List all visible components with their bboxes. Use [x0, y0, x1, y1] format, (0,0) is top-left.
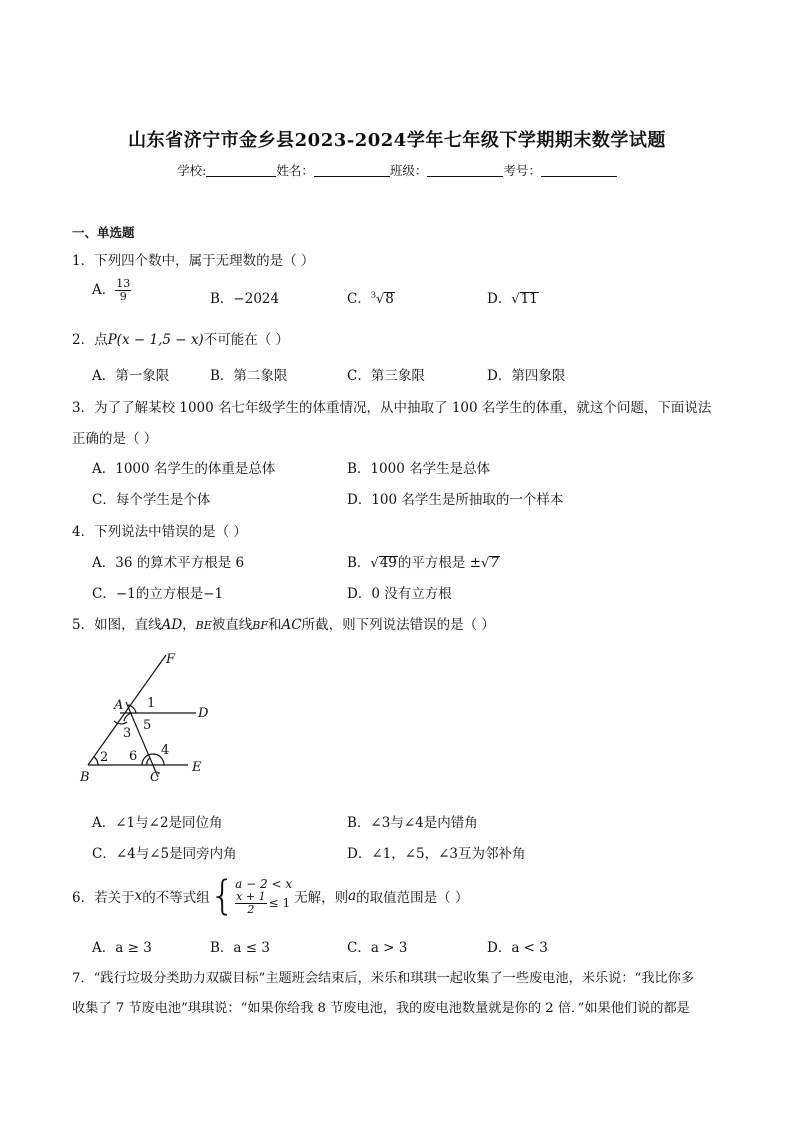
number-label: 考号： — [503, 163, 541, 178]
q5-geometry-figure — [70, 645, 230, 790]
q2-point-expr: P(x − 1,5 − x) — [107, 332, 204, 348]
name-blank[interactable] — [314, 163, 390, 177]
angle-3-arc — [114, 721, 127, 724]
q6-stem-post: 的取值范围是（ ） — [356, 890, 469, 906]
q5-stem-post: 所截，则下列说法错误的是（ ） — [301, 617, 495, 633]
q6-inequality-2 — [235, 891, 292, 916]
q2-stem-post: 不可能在（ ） — [203, 332, 289, 348]
q5-stem — [72, 613, 495, 633]
q3-option-a: A．1000 名学生的体重是总体 — [92, 461, 276, 477]
angle-2-arc — [94, 757, 98, 765]
section-heading: 一、单选题 — [72, 225, 135, 240]
q6-stem-pre: 6．若关于 — [72, 890, 135, 906]
q3-stem-line2: 正确的是（ ） — [72, 431, 158, 447]
q1-d-radicand: 11 — [520, 291, 538, 307]
q6-ineq2-den: 2 — [247, 902, 255, 916]
q1-c-label: C． — [347, 291, 371, 307]
angle-6-arc — [147, 758, 150, 765]
q2-option-b: B．第二象限 — [210, 368, 288, 384]
q3-stem-line1: 3．为了了解某校 1000 名七年级学生的体重情况，从中抽取了 100 名学生的体重，就这个问题，下面说法 — [72, 400, 712, 416]
q6-stem — [72, 868, 468, 924]
number-blank[interactable] — [541, 163, 617, 177]
q1-a-den: 9 — [119, 290, 127, 303]
q7-stem-line2: 收集了 7 节废电池”琪琪说：“如果你给我 8 节废电池，我的废电池数量就是你的 2 倍．”如果他们说的都是 — [72, 1001, 690, 1016]
q5-option-b: B．∠3与∠4是内错角 — [347, 815, 478, 831]
q1-d-label: D． — [487, 291, 512, 307]
q1-a-num: 13 — [116, 277, 131, 290]
q6-stem-mid2: 无解，则 — [294, 890, 349, 906]
name-label: 姓名： — [276, 163, 314, 178]
q6-ineq2-num: x + 1 — [236, 889, 266, 903]
q3-option-c: C．每个学生是个体 — [92, 492, 211, 508]
q5-mid2: 和 — [268, 617, 282, 633]
label-e: E — [192, 760, 202, 775]
q6-option-d: D．a < 3 — [487, 940, 548, 956]
q6-ineq2-rest: ≤ 1 — [268, 896, 291, 910]
q1-option-c: C．$^3$√8 — [347, 290, 394, 307]
q6-var-x: x — [134, 888, 143, 904]
angle-label-6: 6 — [129, 749, 138, 764]
q4-b-mid: 的平方根是 ± — [397, 555, 482, 571]
q6-inequality-1: a − 2 < x — [235, 876, 293, 891]
q5-option-a: A．∠1与∠2是同位角 — [92, 815, 223, 831]
label-f: F — [166, 652, 176, 667]
q1-option-a — [92, 278, 131, 303]
q1-option-b: B．−2024 — [210, 291, 280, 307]
school-label: 学校: — [177, 163, 207, 178]
label-d: D — [198, 706, 209, 721]
q5-option-c: C．∠4与∠5是同旁内角 — [92, 846, 237, 862]
q5-stem-pre: 5．如图，直线 — [72, 617, 162, 633]
q5-line-ac: AC — [281, 617, 302, 633]
q3-option-d: D．100 名学生是所抽取的一个样本 — [347, 492, 564, 508]
label-c: C — [150, 770, 160, 785]
q6-brace: { — [209, 873, 236, 919]
angle-label-5: 5 — [143, 718, 152, 733]
q4-option-d: D．0 没有立方根 — [347, 586, 452, 602]
q5-line-bf: BF — [252, 619, 269, 632]
page-title: 山东省济宁市金乡县2023-2024学年七年级下学期期末数学试题 — [128, 130, 666, 151]
q5-mid1: 被直线 — [211, 617, 253, 633]
q4-b-radicand2: 7 — [490, 555, 499, 571]
class-label: 班级： — [389, 163, 428, 178]
q4-option-c: C．−1的立方根是−1 — [92, 586, 224, 602]
angle-label-2: 2 — [100, 750, 109, 765]
q5-option-d: D．∠1，∠5，∠3互为邻补角 — [347, 846, 526, 862]
q5-line-ad: AD — [161, 617, 183, 633]
q4-option-a: A．36 的算术平方根是 6 — [92, 555, 245, 571]
q3-option-b: B．1000 名学生是总体 — [347, 461, 491, 477]
q6-option-b: B．a ≤ 3 — [210, 940, 270, 956]
q6-var-a: a — [348, 888, 357, 904]
q6-system — [235, 877, 292, 916]
angle-label-1: 1 — [147, 696, 156, 711]
class-blank[interactable] — [427, 163, 503, 177]
q5-line-be: BE — [195, 619, 212, 632]
q4-stem: 4．下列说法中错误的是（ ） — [72, 524, 247, 540]
q2-option-c: C．第三象限 — [347, 368, 425, 384]
q2-option-a: A．第一象限 — [92, 368, 170, 384]
q7-stem-line1: 7．“践行垃圾分类助力双碳目标”主题班会结束后，米乐和琪琪一起收集了一些废电池，米乐说：“我比你多 — [72, 971, 695, 986]
q1-a-label: A． — [92, 282, 116, 298]
q5-sep: ， — [182, 617, 196, 633]
label-a: A — [114, 698, 124, 713]
q4-option-b: B．√49的平方根是 ±√7 — [347, 555, 499, 571]
student-info-line — [0, 161, 794, 179]
q4-b-label: B． — [347, 555, 371, 571]
q1-a-fraction — [115, 278, 131, 303]
q6-stem-mid: 的不等式组 — [142, 890, 210, 906]
q6-option-c: C．a > 3 — [347, 940, 408, 956]
q4-b-radicand: 49 — [379, 555, 397, 571]
q1-c-index: 3 — [370, 290, 376, 300]
label-b: B — [80, 770, 90, 785]
angle-label-3: 3 — [123, 726, 132, 741]
q6-option-a: A．a ≥ 3 — [92, 940, 152, 956]
angle-label-4: 4 — [161, 743, 170, 758]
q2-stem-pre: 2．点 — [72, 332, 108, 348]
q1-option-d: D．√11 — [487, 291, 538, 307]
q2-stem — [72, 328, 289, 348]
school-blank[interactable] — [206, 163, 276, 177]
q2-option-d: D．第四象限 — [487, 368, 566, 384]
q1-stem: 1．下列四个数中，属于无理数的是（ ） — [72, 253, 315, 269]
q1-c-radicand: 8 — [385, 291, 394, 307]
